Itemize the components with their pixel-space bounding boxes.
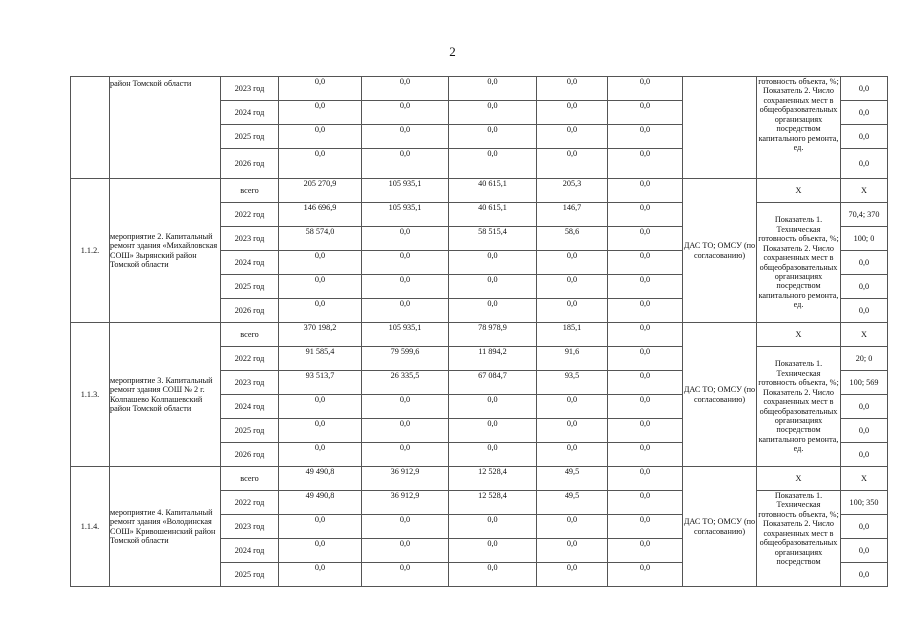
year-cell: 2025 год — [221, 275, 279, 299]
table-row — [71, 179, 888, 203]
value-cell: 0,0 — [279, 125, 362, 149]
value-cell: 105 935,1 — [362, 203, 449, 227]
year-cell: 2024 год — [221, 395, 279, 419]
year-cell: 2025 год — [221, 563, 279, 587]
indicator-x: X — [757, 467, 841, 491]
indicators-cell: Показатель 1. Техническая готовность объекта, %; Показатель 2. Число сохраненных мест в общеобразовательных организациях посредством — [757, 491, 841, 587]
value-cell: 0,0 — [362, 101, 449, 125]
value-cell: 0,0 — [608, 77, 683, 101]
value-cell: 0,0 — [362, 275, 449, 299]
value-cell: 36 912,9 — [362, 467, 449, 491]
year-cell: всего — [221, 323, 279, 347]
value-cell: 93 513,7 — [279, 371, 362, 395]
indicator-value: 0,0 — [841, 299, 888, 323]
measure-name: мероприятие 4. Капитальный ремонт здания «Володинская СОШ» Кривошеинский район Томской области — [110, 467, 221, 587]
value-cell: 0,0 — [449, 251, 537, 275]
value-cell: 0,0 — [362, 77, 449, 101]
value-cell: 0,0 — [608, 467, 683, 491]
value-cell: 0,0 — [537, 149, 608, 179]
value-cell: 0,0 — [362, 299, 449, 323]
indicator-value: 0,0 — [841, 515, 888, 539]
value-cell: 0,0 — [279, 515, 362, 539]
value-cell: 40 615,1 — [449, 203, 537, 227]
year-cell: 2026 год — [221, 299, 279, 323]
value-cell: 58 515,4 — [449, 227, 537, 251]
value-cell: 78 978,9 — [449, 323, 537, 347]
value-cell: 0,0 — [537, 275, 608, 299]
value-cell: 0,0 — [608, 563, 683, 587]
value-cell: 0,0 — [279, 539, 362, 563]
value-cell: 0,0 — [362, 125, 449, 149]
value-cell: 0,0 — [362, 149, 449, 179]
value-cell: 0,0 — [362, 515, 449, 539]
value-cell: 0,0 — [537, 77, 608, 101]
value-cell: 185,1 — [537, 323, 608, 347]
value-cell: 0,0 — [608, 251, 683, 275]
indicator-value: 0,0 — [841, 395, 888, 419]
value-cell: 11 894,2 — [449, 347, 537, 371]
row-number: 1.1.2. — [71, 179, 110, 323]
value-cell: 0,0 — [279, 395, 362, 419]
year-cell: 2024 год — [221, 539, 279, 563]
value-cell: 0,0 — [537, 251, 608, 275]
value-cell: 0,0 — [449, 275, 537, 299]
year-cell: 2024 год — [221, 251, 279, 275]
indicator-value: 0,0 — [841, 563, 888, 587]
table-row — [71, 467, 888, 491]
value-cell: 0,0 — [362, 563, 449, 587]
table-row — [71, 77, 888, 101]
value-cell: 0,0 — [279, 563, 362, 587]
indicator-value: 70,4; 370 — [841, 203, 888, 227]
value-cell: 67 084,7 — [449, 371, 537, 395]
value-cell: 0,0 — [537, 395, 608, 419]
value-cell: 0,0 — [608, 227, 683, 251]
value-cell: 0,0 — [537, 419, 608, 443]
indicator-x: X — [757, 179, 841, 203]
indicator-value: 100; 0 — [841, 227, 888, 251]
indicator-x: X — [757, 323, 841, 347]
indicators-cell: готовность объекта, %; Показатель 2. Число сохраненных мест в общеобразовательных организациях посредством капитального ремонта, ед. — [757, 77, 841, 179]
value-cell: 93,5 — [537, 371, 608, 395]
value-cell: 91 585,4 — [279, 347, 362, 371]
indicator-value: 0,0 — [841, 77, 888, 101]
value-cell: 49,5 — [537, 467, 608, 491]
indicator-value: 0,0 — [841, 149, 888, 179]
year-cell: 2023 год — [221, 515, 279, 539]
value-cell: 0,0 — [449, 395, 537, 419]
value-cell: 105 935,1 — [362, 323, 449, 347]
value-cell: 0,0 — [608, 203, 683, 227]
year-cell: 2023 год — [221, 227, 279, 251]
value-cell: 0,0 — [279, 251, 362, 275]
value-cell: 0,0 — [608, 395, 683, 419]
value-cell: 0,0 — [279, 275, 362, 299]
year-cell: 2025 год — [221, 125, 279, 149]
value-cell: 0,0 — [608, 179, 683, 203]
indicator-value: 0,0 — [841, 101, 888, 125]
value-cell: 0,0 — [279, 299, 362, 323]
page-number: 2 — [449, 44, 456, 59]
value-cell: 205,3 — [537, 179, 608, 203]
value-cell: 0,0 — [537, 443, 608, 467]
value-cell: 49 490,8 — [279, 467, 362, 491]
value-cell: 146 696,9 — [279, 203, 362, 227]
year-cell: 2025 год — [221, 419, 279, 443]
value-cell: 0,0 — [279, 77, 362, 101]
value-cell: 0,0 — [608, 515, 683, 539]
value-cell: 105 935,1 — [362, 179, 449, 203]
value-cell: 49,5 — [537, 491, 608, 515]
value-cell: 0,0 — [449, 101, 537, 125]
year-cell: 2023 год — [221, 371, 279, 395]
value-cell: 58,6 — [537, 227, 608, 251]
value-cell: 0,0 — [279, 101, 362, 125]
value-cell: 58 574,0 — [279, 227, 362, 251]
value-cell: 49 490,8 — [279, 491, 362, 515]
value-cell: 0,0 — [537, 515, 608, 539]
value-cell: 0,0 — [279, 149, 362, 179]
value-cell: 370 198,2 — [279, 323, 362, 347]
value-cell: 0,0 — [449, 149, 537, 179]
indicator-value: 0,0 — [841, 443, 888, 467]
value-cell: 0,0 — [608, 491, 683, 515]
value-cell: 0,0 — [608, 125, 683, 149]
row-number: 1.1.4. — [71, 467, 110, 587]
value-cell: 0,0 — [362, 251, 449, 275]
value-cell: 12 528,4 — [449, 491, 537, 515]
value-cell: 0,0 — [362, 539, 449, 563]
responsible-cell: ДАС ТО; ОМСУ (по согласованию) — [683, 179, 757, 323]
value-cell: 0,0 — [537, 299, 608, 323]
year-cell: 2023 год — [221, 77, 279, 101]
measure-name: мероприятие 3. Капитальный ремонт здания СОШ № 2 г. Колпашево Колпашевский район Томской области — [110, 323, 221, 467]
indicator-value: 0,0 — [841, 251, 888, 275]
measure-name: мероприятие 2. Капитальный ремонт здания «Михайловская СОШ» Зырянский район Томской области — [110, 179, 221, 323]
value-cell: 0,0 — [537, 539, 608, 563]
value-cell: 0,0 — [608, 323, 683, 347]
value-cell: 0,0 — [608, 371, 683, 395]
value-cell: 12 528,4 — [449, 467, 537, 491]
indicator-value: 0,0 — [841, 125, 888, 149]
value-cell: 26 335,5 — [362, 371, 449, 395]
responsible-cell: ДАС ТО; ОМСУ (по согласованию) — [683, 323, 757, 467]
value-cell: 0,0 — [279, 419, 362, 443]
indicators-cell: Показатель 1. Техническая готовность объекта, %; Показатель 2. Число сохраненных мест в общеобразовательных организациях посредством капитального ремонта, ед. — [757, 347, 841, 467]
value-cell: 0,0 — [608, 149, 683, 179]
value-cell: 0,0 — [449, 299, 537, 323]
indicator-value: X — [841, 179, 888, 203]
value-cell: 0,0 — [608, 419, 683, 443]
year-cell: 2022 год — [221, 347, 279, 371]
value-cell: 0,0 — [608, 275, 683, 299]
indicator-value: 0,0 — [841, 419, 888, 443]
indicator-value: X — [841, 323, 888, 347]
value-cell: 0,0 — [449, 77, 537, 101]
indicator-value: X — [841, 467, 888, 491]
value-cell: 0,0 — [362, 227, 449, 251]
year-cell: 2022 год — [221, 491, 279, 515]
value-cell: 0,0 — [449, 125, 537, 149]
value-cell: 0,0 — [362, 395, 449, 419]
value-cell: 0,0 — [537, 563, 608, 587]
value-cell: 146,7 — [537, 203, 608, 227]
value-cell: 0,0 — [449, 539, 537, 563]
value-cell: 40 615,1 — [449, 179, 537, 203]
year-cell: всего — [221, 179, 279, 203]
value-cell: 0,0 — [608, 539, 683, 563]
indicator-value: 20; 0 — [841, 347, 888, 371]
responsible-cell — [683, 77, 757, 179]
year-cell: всего — [221, 467, 279, 491]
indicator-value: 100; 350 — [841, 491, 888, 515]
value-cell: 0,0 — [608, 101, 683, 125]
year-cell: 2026 год — [221, 443, 279, 467]
value-cell: 0,0 — [449, 443, 537, 467]
value-cell: 0,0 — [362, 443, 449, 467]
value-cell: 91,6 — [537, 347, 608, 371]
value-cell: 0,0 — [362, 419, 449, 443]
row-number: 1.1.3. — [71, 323, 110, 467]
value-cell: 79 599,6 — [362, 347, 449, 371]
value-cell: 0,0 — [537, 101, 608, 125]
measure-name: район Томской области — [110, 77, 221, 179]
responsible-cell: ДАС ТО; ОМСУ (по согласованию) — [683, 467, 757, 587]
value-cell: 0,0 — [608, 443, 683, 467]
value-cell: 0,0 — [449, 515, 537, 539]
value-cell: 0,0 — [537, 125, 608, 149]
table-row — [71, 323, 888, 347]
indicators-cell: Показатель 1. Техническая готовность объекта, %; Показатель 2. Число сохраненных мест в общеобразовательных организациях посредством капитального ремонта, ед. — [757, 203, 841, 323]
value-cell: 0,0 — [449, 419, 537, 443]
year-cell: 2022 год — [221, 203, 279, 227]
value-cell: 0,0 — [608, 347, 683, 371]
value-cell: 205 270,9 — [279, 179, 362, 203]
indicator-value: 0,0 — [841, 539, 888, 563]
year-cell: 2024 год — [221, 101, 279, 125]
year-cell: 2026 год — [221, 149, 279, 179]
indicator-value: 0,0 — [841, 275, 888, 299]
value-cell: 0,0 — [608, 299, 683, 323]
indicator-value: 100; 569 — [841, 371, 888, 395]
value-cell: 36 912,9 — [362, 491, 449, 515]
budget-table — [70, 76, 888, 587]
value-cell: 0,0 — [449, 563, 537, 587]
row-number-cell — [71, 77, 110, 179]
value-cell: 0,0 — [279, 443, 362, 467]
